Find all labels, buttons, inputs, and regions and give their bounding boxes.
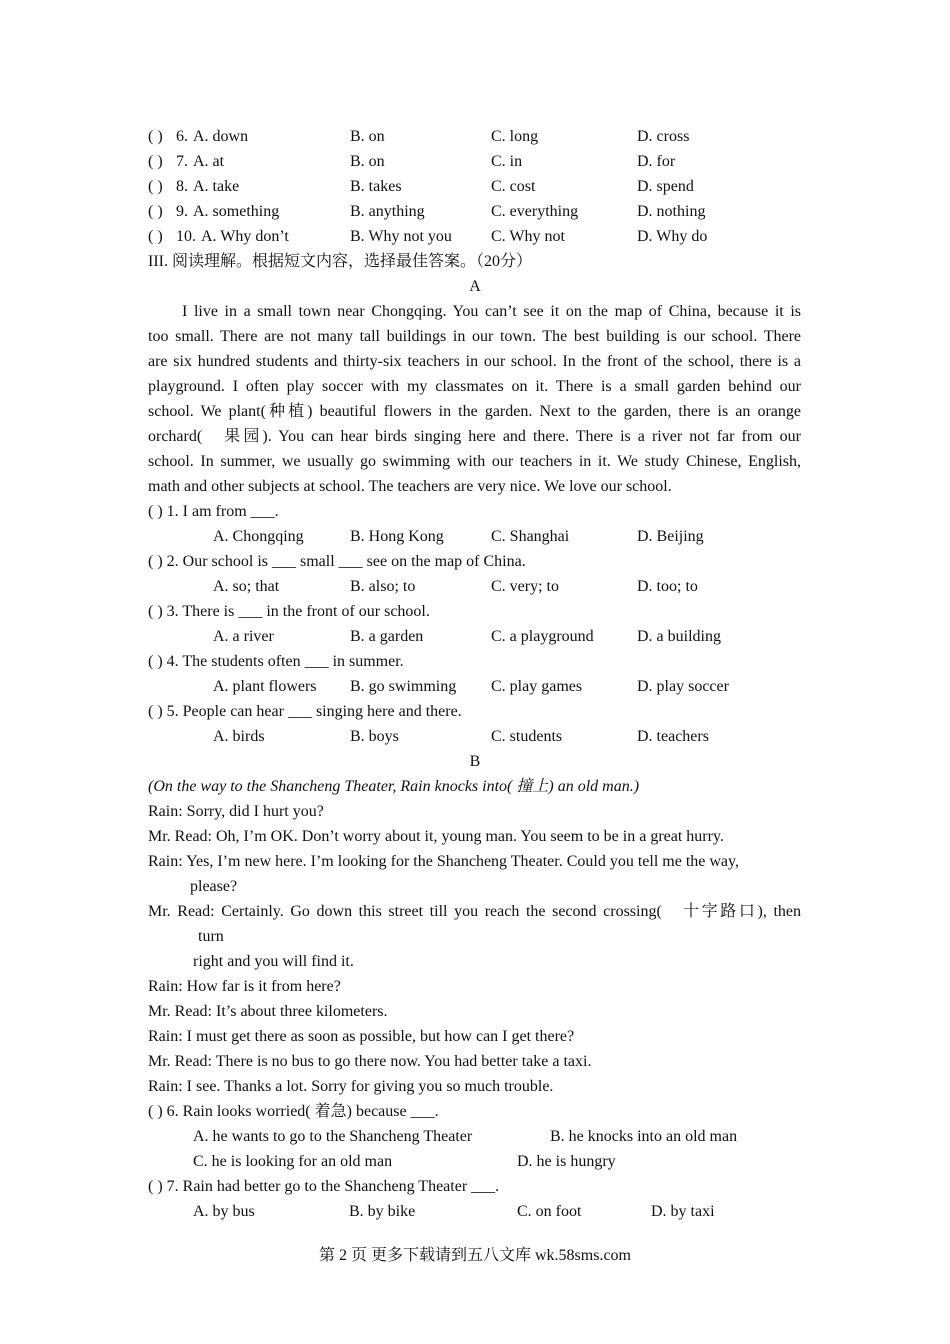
option-a: A. at bbox=[193, 153, 225, 170]
option-d: D. by taxi bbox=[651, 1203, 715, 1220]
option-b: B. a garden bbox=[350, 628, 424, 645]
dialogue-line bbox=[0, 799, 950, 824]
dialogue-line bbox=[0, 899, 950, 924]
passage-line bbox=[0, 374, 950, 399]
passage-text: too small. There are not many tall buildings in our town. The best building is our school. There bbox=[148, 328, 801, 345]
dialogue-text: Rain: Yes, I’m new here. I’m looking for the Shancheng Theater. Could you tell me the way, bbox=[148, 853, 739, 870]
option-a: A. plant flowers bbox=[213, 678, 317, 695]
passage-text: school. We plant(种植) beautiful flowers in the garden. Next to the garden, there is an orange bbox=[148, 403, 801, 420]
option-b: B. anything bbox=[350, 203, 425, 220]
option-c: C. in bbox=[491, 153, 523, 170]
question-number: 6. bbox=[176, 128, 188, 145]
dialogue-intro: (On the way to the Shancheng Theater, Rain knocks into( 撞上) an old man.) bbox=[148, 778, 640, 795]
passage-line bbox=[0, 324, 950, 349]
option-c: C. Shanghai bbox=[491, 528, 570, 545]
question-stem: ( ) 3. There is ___ in the front of our school. bbox=[148, 603, 430, 620]
question-stem: ( ) 7. Rain had better go to the Shancheng Theater ___. bbox=[148, 1178, 500, 1195]
dialogue-text: Rain: I see. Thanks a lot. Sorry for giving you so much trouble. bbox=[148, 1078, 554, 1095]
passage-text: are six hundred students and thirty-six teachers in our school. In the front of the school, there is a bbox=[148, 353, 801, 370]
option-c: C. long bbox=[491, 128, 539, 145]
question-stem: ( ) 1. I am from ___. bbox=[148, 503, 279, 520]
option-b: B. on bbox=[350, 153, 385, 170]
question-options bbox=[0, 1199, 950, 1224]
option-d: D. he is hungry bbox=[517, 1153, 616, 1170]
option-b: B. boys bbox=[350, 728, 399, 745]
dialogue-line bbox=[0, 824, 950, 849]
option-c: C. Why not bbox=[491, 228, 565, 245]
question-stem bbox=[0, 649, 950, 674]
option-d: D. a building bbox=[637, 628, 721, 645]
option-d: D. Why do bbox=[637, 228, 708, 245]
option-a: A. Chongqing bbox=[213, 528, 304, 545]
option-d: D. spend bbox=[637, 178, 694, 195]
passage-text: I live in a small town near Chongqing. You can’t see it on the map of China, because it is bbox=[182, 303, 801, 320]
dialogue-line bbox=[0, 999, 950, 1024]
passage-label bbox=[0, 274, 950, 299]
dialogue-line bbox=[0, 1024, 950, 1049]
question-stem: ( ) 4. The students often ___ in summer. bbox=[148, 653, 404, 670]
answer-bracket: ( ) bbox=[148, 203, 163, 220]
passage-text: playground. I often play soccer with my classmates on it. There is a small garden behind our bbox=[148, 378, 801, 395]
dialogue-text: Rain: I must get there as soon as possible, but how can I get there? bbox=[148, 1028, 575, 1045]
option-d: D. teachers bbox=[637, 728, 709, 745]
passage-line bbox=[0, 299, 950, 324]
answer-bracket: ( ) bbox=[148, 153, 163, 170]
question-options bbox=[0, 674, 950, 699]
answer-bracket: ( ) bbox=[148, 178, 163, 195]
question-stem bbox=[0, 1099, 950, 1124]
cloze-question bbox=[0, 149, 950, 174]
dialogue-text: Mr. Read: There is no bus to go there now. You had better take a taxi. bbox=[148, 1053, 592, 1070]
answer-bracket: ( ) bbox=[148, 228, 163, 245]
passage-line bbox=[0, 399, 950, 424]
option-c: C. play games bbox=[491, 678, 583, 695]
question-stem bbox=[0, 699, 950, 724]
question-number: 9. bbox=[176, 203, 188, 220]
question-options bbox=[0, 724, 950, 749]
option-d: D. for bbox=[637, 153, 676, 170]
option-d: D. cross bbox=[637, 128, 690, 145]
passage-text: school. In summer, we usually go swimming with our teachers in it. We study Chinese, English, bbox=[148, 453, 801, 470]
section-heading: III. 阅读理解。根据短文内容，选择最佳答案。（20分） bbox=[148, 253, 532, 270]
dialogue-line bbox=[0, 849, 950, 874]
dialogue-text: Mr. Read: Oh, I’m OK. Don’t worry about it, young man. You seem to be in a great hurry. bbox=[148, 828, 724, 845]
option-c: C. cost bbox=[491, 178, 536, 195]
passage-line bbox=[0, 349, 950, 374]
passage-line bbox=[0, 449, 950, 474]
question-options bbox=[0, 574, 950, 599]
dialogue-text: Mr. Read: It’s about three kilometers. bbox=[148, 1003, 388, 1020]
question-stem bbox=[0, 1174, 950, 1199]
option-b: B. also; to bbox=[350, 578, 416, 595]
question-number: 8. bbox=[176, 178, 188, 195]
passage-line bbox=[0, 474, 950, 499]
passage-label: B bbox=[469, 753, 481, 770]
cloze-question bbox=[0, 174, 950, 199]
option-a: A. he wants to go to the Shancheng Theater bbox=[193, 1128, 473, 1145]
cloze-question bbox=[0, 224, 950, 249]
option-b: B. Why not you bbox=[350, 228, 452, 245]
passage-label bbox=[0, 749, 950, 774]
dialogue-text: turn bbox=[198, 928, 224, 945]
option-c: C. very; to bbox=[491, 578, 559, 595]
answer-bracket: ( ) bbox=[148, 128, 163, 145]
option-a: A. birds bbox=[213, 728, 265, 745]
dialogue-text: please? bbox=[190, 878, 238, 895]
option-a: A. down bbox=[193, 128, 249, 145]
option-d: D. nothing bbox=[637, 203, 706, 220]
option-b: B. Hong Kong bbox=[350, 528, 444, 545]
question-number: 10. bbox=[176, 228, 196, 245]
question-stem: ( ) 2. Our school is ___ small ___ see on the map of China. bbox=[148, 553, 526, 570]
page-footer: 第 2 页 更多下载请到五八文库 wk.58sms.com bbox=[318, 1247, 631, 1264]
dialogue-line bbox=[0, 974, 950, 999]
option-a: A. a river bbox=[213, 628, 274, 645]
question-options bbox=[0, 1124, 950, 1149]
option-b: B. by bike bbox=[349, 1203, 416, 1220]
option-c: C. he is looking for an old man bbox=[193, 1153, 393, 1170]
question-options bbox=[0, 1149, 950, 1174]
question-stem: ( ) 5. People can hear ___ singing here and there. bbox=[148, 703, 462, 720]
question-options bbox=[0, 624, 950, 649]
dialogue-text: Rain: Sorry, did I hurt you? bbox=[148, 803, 324, 820]
option-d: D. Beijing bbox=[637, 528, 704, 545]
dialogue-line bbox=[0, 1074, 950, 1099]
dialogue-line bbox=[0, 949, 950, 974]
option-c: C. students bbox=[491, 728, 563, 745]
option-a: A. take bbox=[193, 178, 240, 195]
option-a: A. by bus bbox=[193, 1203, 255, 1220]
dialogue-line bbox=[0, 1049, 950, 1074]
passage-text: math and other subjects at school. The teachers are very nice. We love our school. bbox=[148, 478, 672, 495]
option-a: A. something bbox=[193, 203, 280, 220]
passage-label: A bbox=[469, 278, 481, 295]
document-page bbox=[0, 124, 950, 1224]
dialogue-text: Rain: How far is it from here? bbox=[148, 978, 341, 995]
passage-text: orchard( 果园). You can hear birds singing here and there. There is a river not far from our bbox=[148, 428, 801, 445]
question-options bbox=[0, 524, 950, 549]
option-a: A. Why don’t bbox=[201, 228, 289, 245]
question-stem bbox=[0, 549, 950, 574]
option-d: D. too; to bbox=[637, 578, 698, 595]
dialogue-line bbox=[0, 874, 950, 899]
cloze-question bbox=[0, 199, 950, 224]
option-d: D. play soccer bbox=[637, 678, 729, 695]
option-b: B. takes bbox=[350, 178, 402, 195]
section-heading bbox=[0, 249, 950, 274]
option-b: B. on bbox=[350, 128, 385, 145]
option-a: A. so; that bbox=[213, 578, 280, 595]
option-b: B. he knocks into an old man bbox=[550, 1128, 738, 1145]
passage-line bbox=[0, 424, 950, 449]
option-c: C. everything bbox=[491, 203, 579, 220]
option-c: C. on foot bbox=[517, 1203, 582, 1220]
question-number: 7. bbox=[176, 153, 188, 170]
question-stem bbox=[0, 499, 950, 524]
dialogue-intro bbox=[0, 774, 950, 799]
question-stem bbox=[0, 599, 950, 624]
dialogue-text: Mr. Read: Certainly. Go down this street till you reach the second crossing( 十字路口), then bbox=[148, 903, 801, 920]
option-c: C. a playground bbox=[491, 628, 594, 645]
option-b: B. go swimming bbox=[350, 678, 457, 695]
dialogue-line bbox=[0, 924, 950, 949]
dialogue-text: right and you will find it. bbox=[193, 953, 354, 970]
question-stem: ( ) 6. Rain looks worried( 着急) because ___. bbox=[148, 1103, 439, 1120]
cloze-question bbox=[0, 124, 950, 149]
